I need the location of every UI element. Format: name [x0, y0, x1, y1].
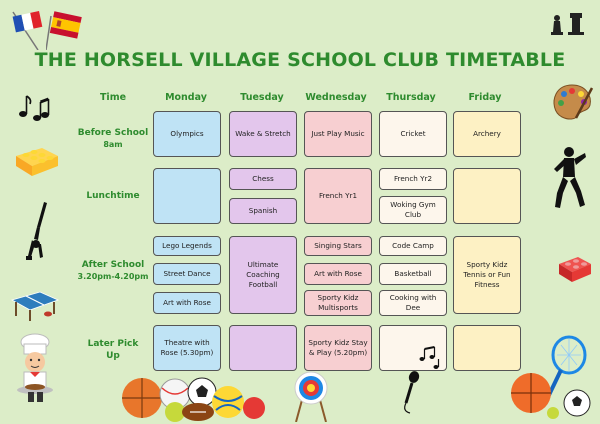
cell-lunchtime-friday	[453, 168, 521, 224]
cell-lunchtime-tuesday-2: Spanish	[229, 198, 297, 224]
cell-after-school-thursday-2: Basketball	[379, 263, 447, 285]
paint-palette-icon	[550, 82, 594, 122]
row-label-lunchtime	[70, 190, 156, 202]
cell-after-school-monday-2: Street Dance	[153, 263, 221, 285]
france-flag-icon	[10, 10, 46, 50]
cell-after-school-monday-3: Art with Rose	[153, 292, 221, 314]
row-title: Later Pick Up	[87, 339, 139, 361]
cell-after-school-wednesday-1: Singing Stars	[304, 236, 372, 256]
spain-flag-icon	[46, 10, 86, 50]
chef-icon	[10, 332, 60, 404]
chess-pieces-icon	[548, 10, 588, 36]
cell-after-school-thursday-3: Cooking with Dee	[379, 290, 447, 316]
row-label-before-school	[70, 127, 156, 151]
cell-before-school-thursday: Cricket	[379, 111, 447, 157]
header-monday: Monday	[165, 92, 207, 103]
row-title: After School	[81, 260, 145, 270]
row-time: 3.20pm-4.20pm	[77, 272, 149, 281]
microphone-icon	[392, 345, 444, 415]
cell-after-school-monday-1: Lego Legends	[153, 236, 221, 256]
row-label-later-pickup	[83, 338, 143, 362]
row-title: Before School	[77, 128, 149, 138]
cell-lunchtime-monday	[153, 168, 221, 224]
row-title: Lunchtime	[86, 191, 140, 201]
header-tuesday: Tuesday	[240, 92, 284, 103]
cell-lunchtime-wednesday: French Yr1	[304, 168, 372, 224]
header-time: Time	[99, 92, 127, 103]
cell-after-school-friday: Sporty Kidz Tennis or Fun Fitness	[453, 236, 521, 314]
lego-brick-red-icon	[556, 252, 594, 284]
cell-before-school-wednesday: Just Play Music	[304, 111, 372, 157]
cell-lunchtime-tuesday-1: Chess	[229, 168, 297, 190]
cell-after-school-tuesday: Ultimate Coaching Football	[229, 236, 297, 314]
lego-brick-icon	[12, 142, 62, 178]
tennis-racket-icon	[505, 335, 597, 421]
cell-before-school-tuesday: Wake & Stretch	[229, 111, 297, 157]
cell-after-school-wednesday-3: Sporty Kidz Multisports	[304, 290, 372, 316]
cell-before-school-monday: Olympics	[153, 111, 221, 157]
dancer-icon	[549, 145, 589, 211]
sports-balls-icon	[120, 364, 270, 422]
cell-after-school-wednesday-2: Art with Rose	[304, 263, 372, 285]
page-title: THE HORSELL VILLAGE SCHOOL CLUB TIMETABLE	[34, 49, 566, 71]
cell-later-pickup-wednesday: Sporty Kidz Stay & Play (5.20pm)	[304, 325, 372, 371]
cell-lunchtime-thursday-1: French Yr2	[379, 168, 447, 190]
header-thursday: Thursday	[386, 92, 436, 103]
cell-after-school-thursday-1: Code Camp	[379, 236, 447, 256]
gymnast-icon	[18, 200, 54, 266]
cell-lunchtime-thursday-2: Woking Gym Club	[379, 196, 447, 224]
header-wednesday: Wednesday	[305, 92, 367, 103]
music-notes-icon	[16, 92, 50, 124]
row-time: 8am	[103, 140, 123, 149]
header-friday: Friday	[468, 92, 502, 103]
cell-before-school-friday: Archery	[453, 111, 521, 157]
row-label-after-school	[70, 259, 156, 283]
table-tennis-icon	[10, 290, 60, 322]
cell-later-pickup-monday: Theatre with Rose (5.30pm)	[153, 325, 221, 371]
archery-target-icon	[290, 370, 332, 422]
